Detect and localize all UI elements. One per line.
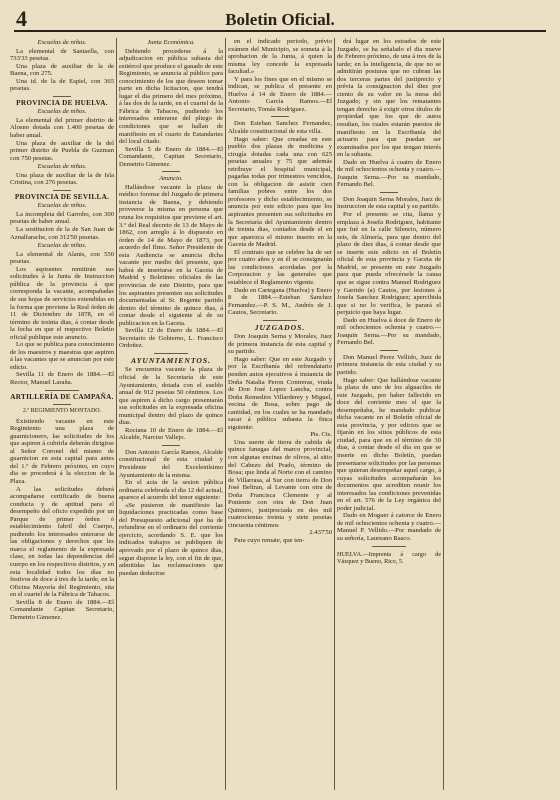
divider (271, 116, 289, 117)
paragraph: en el indicado periodo, prévio exámen del Municipio, se someta á la aprobacion de la Junta, á quien la misma ley concede la expresada facultad.» (228, 38, 332, 76)
paragraph: Don Joaquin Serna y Morales, Juez de primera instancia de esta capital y su partido. (228, 333, 332, 356)
printer-footer: HUELVA.—Imprenta á cargo de Vázquez y Bueno, Rico, 5. (337, 550, 441, 566)
paragraph: La sostitucion de la de San Juan de Aznalfarache, con 312'50 pesetas. (10, 226, 114, 241)
paragraph: La incompleta del Garrobo, con 300 pesetas de haber anual. (10, 210, 114, 226)
paragraph: Una plaza de auxiliar de la de Isla Cristina, con 276 pesetas. (10, 171, 114, 187)
section-subtitle: Junta Económica. (147, 39, 195, 46)
column-separator (334, 38, 335, 790)
signature: Rociana 10 de Enero de 1884.—El Alcalde, Narciso Vallejo. (119, 426, 223, 442)
paragraph: drá lugar en los estrados de este Juzgado, se ha señalado el dia nueve de Febrero próximo, de una á tres de la tarde; en la inteligencia, de que no se admitirán posturas que no cubran las dos terceras partes del justiprecio y prévia la consignacion del diez por ciento de su valor en la mesa del Juzgado; y sin que los rematantes tengan derecho á exigir otros títulos de propiedad que los que de autos resultan, los cuales estarán puestos de manifiesto en la Escribanía del actuario para que puedan ser examinados por los que tengan interés en la subasta. (337, 38, 441, 159)
signature: Sevilla 11 de Enero de 1884.—El Rector, Manuel Laraña. (10, 371, 114, 386)
signature: Dado en Huelva á cuatro de Enero de mil ochocientos ochenta y cuatro.—Joaquin Serna.—Por su mandado, Fernando Bel. (337, 158, 441, 189)
section-heading: JUZGADOS. (254, 322, 306, 332)
section-heading: AYUNTAMIENTOS. (131, 355, 211, 365)
paragraph: Por el presente se cita, llama y emplaza á Josefa Rodriguez, habitante que fué en la calle Silencio, número seis, de Almería, para que dentro del plazo de diez dias, á contar desde que se inserte este edicto en el Boletín oficial de esta provincia y Gaceta de Madrid, se presente en este Juzgado para que pueda ofrecérsele la causa que se sigue contra Manuel Rodriguez y Garrido (a) Cautos, por lesiones á Josefa Sanchez Rodriguez; apercibida que si no lo verifica, le parará el perjuicio que haya lugar. (337, 211, 441, 317)
signature: Sevilla 8 de Enero de 1884.—El Comandante Capitan Secretario, Demetrio Gimenez. (10, 598, 114, 621)
price-column-header: Pts. Cts. (310, 431, 332, 439)
paragraph: Don Antonio García Ramos, Alcalde constitucional de esta ciudad y Presidente del Excelentísimo Ayuntamiento de la misma. (119, 448, 223, 479)
signature: Sevilla 12 de Enero de 1884.—El Secretario de Gobierno, L. Francisco Ordoñez. (119, 327, 223, 350)
column-1 (10, 38, 114, 790)
signature: Sevilla 5 de Enero de 1884.—El Comandante, Capitan Secretario, Demetrio Gimenez. (119, 145, 223, 168)
paragraph: «Se pusieron de manifiesto las liquidaciones practicadas como base del Presupuesto adicional que ha de refundirse en el ordinario del corriente ejercicio, acordando S. E. que los indicados trabajos se publiquen de aprovado por el plazo de quince dias, segun dispone la ley, con el fin de que, admitidas las reclamaciones que puedan deducirse (119, 501, 223, 577)
page-title: Boletin Oficial. (225, 10, 335, 29)
section-heading: PROVINCIA DE HUELVA. (16, 98, 108, 107)
paragraph: Los aspirantes remitirán sus solicitudes á la Junta de Instruccion pública de la provincia á que corresponda la vacante, acompañadas de sus hojas de servicios extendidas en la forma que previene la Real órden de 11 de Diciembre de 1878, en el término de treinta dias, á contar desde la fecha en que el respectivo Boletín oficial publique este anuncio. (10, 265, 114, 341)
section-subtitle: Escuelas de niñas. (37, 163, 87, 171)
paragraph: El contrato que se celebre ha de ser por cuatro años y en él se consignarán las condiciones acordadas por la Corporacion y las generales que establece el Reglamento vigente. (228, 248, 332, 286)
paragraph: Hallándose vacante la plaza de médico forense del Juzgado de primera instancia de Baena, y debiendo proveerse la misma en persona que reuna los requisitos que previene el art. 3.º del Real decreto de 13 de Mayo de 1862, con arreglo á lo dispuesto en órden de 14 de Mayo de 1873, por acuerdo del Ilmo. Señor Presidente de esta Audiencia se anuncia dicha vacante por medio del presente, que habrá de insertarse en la Gaceta de Madrid y Boletines oficiales de las provincias de este Distrito, para que los aspirantes presenten sus solicitudes documentadas al Sr. Regente partido dentro del término de quince dias, á contar desde el siguiente al de su publicacion en la Gaceta. (119, 183, 223, 327)
column-3 (228, 38, 332, 790)
divider (53, 190, 71, 191)
divider (162, 171, 180, 172)
paragraph: Hago saber: Que en este Juzgado y por la Escribanía del refrendatario penden autos ejecutivos á instancia de Doña Natalia Peron Contreras, viuda de Don José Lopez Lancha, contra Doña Remedios Villarderey y Miguel, vecina de Bosa, sobre pago de cantidad, en los cuales se ha mandado sacar á pública subasta la finca siguiente: (228, 355, 332, 431)
column-separator (443, 38, 444, 790)
paragraph: Debiendo procederse á la adjudicacion en pública subasta del estiércol que produce el ganado de este Regimiento, se anuncia al público para conocimiento de los que deseen tomar parte en dicha licitacion, que tendrá lugar el dia primero del mes próximo, á las dos de la tarde, en el cuartel de la Fábrica de Tabacos, pudiendo los interesados enterarse del pliego de condiciones que se hallan de manifiesto en el cuarto de Estandartes del local citado. (119, 47, 223, 146)
paragraph: Una suerte de tierra de cabida de quince fanegas del marco provincial, con algunas encinas de olivos, al sitio del Cabezo del Prado, término de Bosa; que linda al Norte con el camino de Villarrasa, al Sur con tierra de Don José Beltran, al Levante con otra de Doña Francisca Clemente y al Poniente con otra de Don Juan Quintero, justipreciada en dos mil cuatrocientas treinta y siete pesetas cincuenta céntimos (228, 438, 332, 529)
paragraph: Existiendo vacante en este Regimiento una plaza de guarnicionero, las solicitudes de los que aspiren á cubrirla deberán dirigirse al Señor Coronel del mismo de guarnicion en esta capital para antes del 1.º de Febrero próximo, en cuyo dia se procederá á la eleccion de la Plaza. (10, 417, 114, 485)
paragraph: Lo que se publica para conocimiento de los maestros y maestras que aspiren á las vacantes que se anuncian por este edicto. (10, 341, 114, 371)
paragraph: Hago saber: Que hallándose vacante la plaza de uno de los alguaciles de este Juzgado, por haber fallecido en doce del corriente mes el que la desempeñaba, he mandado publicar dicha vacante en el Boletín oficial de esta provincia, y por edictos que se fijarán en los sitios públicos de esta ciudad, para que en el término de 30 dias, á contar desde el dia en que se inserte en dicho Boletín, puedan presentarse solicitudes por las personas que quieran desempeñar aquel cargo, á cuyas solicitudes acompañarán los documentos que acrediten reunir los interesados las condiciones prevenidas en el art. 576 de la Ley orgánica del poder judicial. (337, 376, 441, 512)
paragraph: Don Manuel Perez Vellido, Juez de primera instancia de esta ciudad y su partido. (337, 353, 441, 376)
price-amount: 2.437'50 (309, 529, 332, 537)
divider (263, 320, 297, 321)
paragraph: Don Joaquin Serna Morales, Juez de instruccion de esta capital y su partido. (337, 195, 441, 211)
paragraph: La elemental de Alanis, con 550 pesetas. (10, 250, 114, 266)
header-rule (14, 30, 546, 32)
page-number: 4 (16, 6, 27, 31)
signature: Dado en Moguer á catorce de Enero de mil ochocientos ochenta y cuatro.—Manuel P. Vellido.—Por mandado de su señoría, Laureano Rasco. (337, 512, 441, 542)
section-subtitle: Escuelas de niñas. (37, 39, 87, 46)
section-subtitle: Escuelas de niñas. (37, 242, 87, 250)
divider (162, 445, 180, 446)
divider (53, 404, 71, 405)
columns (10, 38, 550, 790)
column-2 (119, 38, 223, 790)
paragraph: Una plaza de auxiliar de la de Baena, con 275. (10, 62, 114, 78)
signature: Dado en Cartegana (Huelva) y Enero 8 de 1884.—Esteban Sanchez Fernandez.—P. S. M., Andrés de J. Cautos, Secretario. (228, 286, 332, 317)
paragraph: Hago saber: Que creadas en este pueblo dos plazas de medicina y cirugía dotadas cada una con 625 pesetas anuales y 75 que además retribuye el hospital municipal, pagadas todas por trimestres vencidos, con la obligacion de asistir cien familias pobres entre los dos profesores y dicho establecimiento, se anuncia por este edicto para que los aspirantes presenten sus solicitudes en la Secretaría del Ayuntamiento dentro de treinta dias, contados desde el en que aparezca el mismo inserto en la Gaceta de Madrid. (228, 135, 332, 249)
divider (154, 353, 188, 354)
paragraph: Se encuentra vacante la plaza de oficial de la Secretaría de este Ayuntamiento, dotada con el sueldo anual de 912 pesetas 50 céntimos. Los que aspiren á dicho cargo presentarán sus solicitudes en la expresada oficina municipal dentro del plazo de quince dias. (119, 366, 223, 427)
paragraph: En el acta de la sesion pública ordinaria celebrada el dia 12 del actual, aparece el acuerdo del tenor siguiente: (119, 479, 223, 502)
paragraph: La elemental del primer distrito de Alosno dotada con 1.400 pesetas de haber anual. (10, 116, 114, 140)
section-subtitle: Escuelas de niños. (37, 202, 87, 210)
paragraph: Para cuyo remate, que ten- (234, 537, 305, 544)
signature: Dado en Huelva á doce de Enero de mil ochocientos ochenta y cuatro.—Joaquin Serna.—Por su mandado, Fernando Bel. (337, 316, 441, 347)
paragraph: Y para los fines que en el mismo se indican, se publica el presente en Huelva á 14 de Enero de 1884.—Antonio García Ramos.—El Secretario, Tomás Rodriguez. (228, 75, 332, 113)
paragraph: Una id. de la de Espiel, con 365 pesetas. (10, 77, 114, 93)
section-heading: ARTILLERÍA DE CAMPAÑA. (10, 392, 114, 401)
divider (45, 390, 79, 391)
divider (372, 546, 406, 547)
paragraph: A las solicitudes deberá acompañarse certificado de buena conducta y de aptitud para el desempeño del oficio expedido por un Parque de primer órden ó establecimiento fabril del Cuerpo, pudiendo los interesados enterarse de las obligaciones y derechos que les marca el reglamento de la expresada clase, en todas las dependencias del cuerpo en los respectivos distritos, y en esta localidad todos los días no festivos de doce á tres de la tarde, en la Oficina Mayoría del Regimiento, sita en el cuartel de la Fábrica de Tabacos. (10, 485, 114, 599)
divider (380, 350, 398, 351)
paragraph: La elemental de Santaella, con 733'33 pesetas. (10, 47, 114, 63)
page-header (14, 6, 546, 32)
divider (380, 192, 398, 193)
section-subtitle: Escuelas de niños. (37, 108, 87, 116)
paragraph: Don Esteban Sanchez Fernandez, Alcalde constitucional de esta villa. (228, 120, 332, 136)
section-heading: PROVINCIA DE SEVILLA. (14, 192, 110, 201)
column-separator (225, 38, 226, 790)
column-separator (116, 38, 117, 790)
section-subtitle: 2.º REGIMIENTO MONTADO. (22, 408, 102, 415)
paragraph: Una plaza de auxiliar de la del primer distrito de Puebla de Guzman con 750 pesetas. (10, 139, 114, 162)
section-subtitle: Anuncio. (159, 175, 183, 183)
divider (53, 96, 71, 97)
